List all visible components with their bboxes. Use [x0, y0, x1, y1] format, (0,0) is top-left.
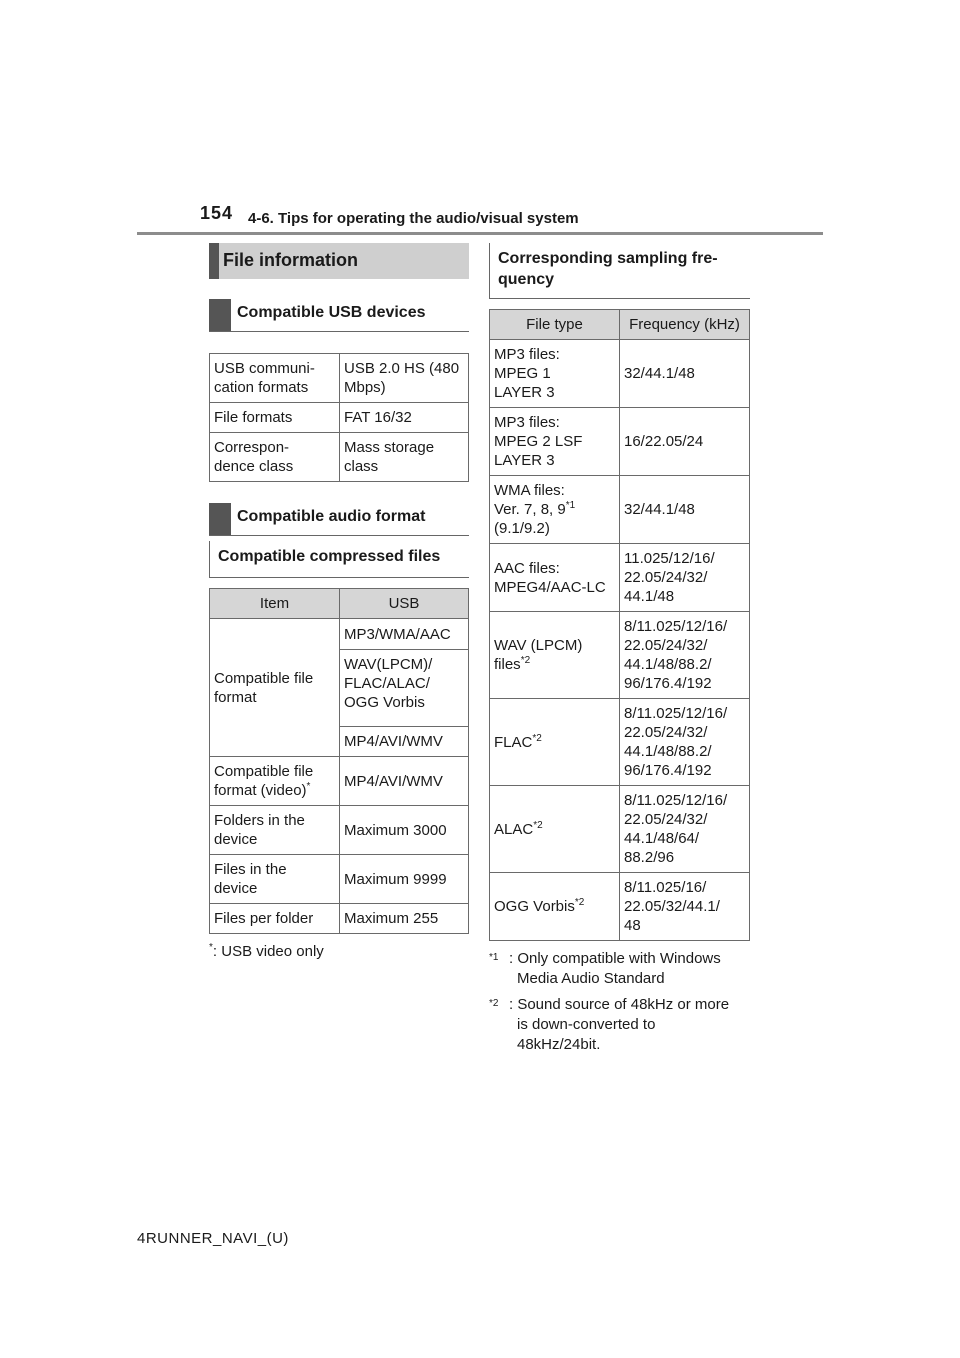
row-value: FAT 16/32 [340, 403, 469, 433]
column-header: File type [490, 310, 620, 340]
usb-devices-table [209, 353, 469, 482]
footnote-mark: *2 [532, 732, 542, 744]
file-type-cell [490, 786, 620, 873]
table-row [210, 403, 469, 433]
file-type-text: ALAC [494, 820, 534, 838]
heading-bar [209, 243, 219, 279]
compressed-files-title: Compatible compressed files [209, 541, 469, 578]
file-type-cell [490, 544, 620, 612]
heading-bar [209, 299, 231, 331]
file-info-heading [209, 243, 469, 279]
file-format-value: WAV(LPCM)/ FLAC/ALAC/ OGG Vorbis [340, 650, 469, 727]
footnotes [489, 949, 750, 1055]
file-type-text: AAC files: MPEG4/AAC-LC [494, 559, 606, 596]
table-row [210, 904, 469, 934]
files-value: Maximum 9999 [340, 855, 469, 904]
file-type-text: MP3 files: MPEG 2 LSF LAYER 3 [494, 414, 583, 469]
table-row [490, 340, 750, 408]
file-type-text: WMA files: Ver. 7, 8, 9 [494, 482, 566, 518]
footnote-text: : Sound source of 48kHz or more is down-converted to 48kHz/24bit. [509, 996, 730, 1053]
per-folder-label: Files per folder [210, 904, 340, 934]
table-row [210, 806, 469, 855]
video-format-label [210, 757, 340, 806]
table-row [210, 757, 469, 806]
frequency-cell: 32/44.1/48 [620, 340, 750, 408]
table-row [210, 619, 469, 650]
file-type-cell [490, 873, 620, 941]
usb-devices-title: Compatible USB devices [237, 304, 426, 321]
frequency-cell: 11.025/12/16/ 22.05/24/32/ 44.1/48 [620, 544, 750, 612]
table-row [490, 612, 750, 699]
section-title: 4-6. Tips for operating the audio/visual system [248, 210, 579, 227]
frequency-cell: 8/11.025/12/16/ 22.05/24/32/ 44.1/48/64/ 88.2/96 [620, 786, 750, 873]
table-row [210, 354, 469, 403]
video-mark: * [306, 781, 311, 792]
row-label: File formats [210, 403, 340, 433]
file-type-text: WAV (LPCM) files [494, 637, 583, 673]
table-row [210, 855, 469, 904]
compressed-files-table [209, 588, 469, 934]
heading-bar [209, 503, 231, 535]
row-value: Mass storage class [340, 433, 469, 482]
table-row [490, 786, 750, 873]
footnote-mark: *1 [489, 952, 499, 963]
footnote-mark: *2 [533, 819, 543, 831]
file-type-cell [490, 340, 620, 408]
files-label: Files in the device [210, 855, 340, 904]
table-row [210, 433, 469, 482]
table-header-row [210, 589, 469, 619]
per-folder-value: Maximum 255 [340, 904, 469, 934]
usb-devices-heading [209, 299, 469, 332]
table-header-row [490, 310, 750, 340]
file-format-label: Compatible file format [210, 619, 340, 757]
video-footnote [209, 942, 469, 962]
file-type-cell [490, 612, 620, 699]
sampling-frequency-table [489, 309, 750, 941]
right-column [489, 243, 750, 1055]
footnote-text: : USB video only [212, 943, 324, 960]
table-row [490, 873, 750, 941]
audio-format-title: Compatible audio format [237, 508, 426, 525]
table-row [490, 408, 750, 476]
footnote-mark: *1 [565, 500, 576, 511]
video-format-value: MP4/AVI/WMV [340, 757, 469, 806]
file-format-value: MP3/WMA/AAC [340, 619, 469, 650]
table-row [490, 544, 750, 612]
file-type-cell [490, 408, 620, 476]
file-type-text: FLAC [494, 733, 533, 751]
footnote-text: : Only compatible with Windows Media Audio Standard [509, 950, 721, 987]
file-type-text: OGG Vorbis [494, 898, 575, 915]
folders-label: Folders in the device [210, 806, 340, 855]
audio-format-heading [209, 503, 469, 536]
document-code: 4RUNNER_NAVI_(U) [137, 1230, 289, 1247]
table-row [490, 699, 750, 786]
file-type-text: MP3 files: MPEG 1 LAYER 3 [494, 346, 560, 401]
footnote-mark: *2 [574, 897, 585, 908]
row-label: USB communi- cation formats [210, 354, 340, 403]
footnote-mark: *2 [489, 998, 499, 1009]
frequency-cell: 8/11.025/12/16/ 22.05/24/32/ 44.1/48/88.2/ 96/176.4/192 [620, 612, 750, 699]
frequency-cell: 8/11.025/12/16/ 22.05/24/32/ 44.1/48/88.2/ 96/176.4/192 [620, 699, 750, 786]
file-format-value: MP4/AVI/WMV [340, 727, 469, 757]
frequency-cell: 32/44.1/48 [620, 476, 750, 544]
page-number: 154 [200, 203, 234, 223]
header-rule [137, 232, 823, 235]
footnote [489, 995, 750, 1055]
video-format-label-text: Compatible file format (video) [214, 763, 314, 799]
row-label: Correspon- dence class [210, 433, 340, 482]
file-info-title: File information [223, 250, 358, 270]
footnote [489, 949, 750, 989]
file-type-cell [490, 476, 620, 544]
file-type-tail: (9.1/9.2) [494, 520, 550, 537]
row-value: USB 2.0 HS (480 Mbps) [340, 354, 469, 403]
column-header: Item [210, 589, 340, 619]
sampling-frequency-title: Corresponding sampling fre- quency [489, 243, 750, 299]
frequency-cell: 8/11.025/16/ 22.05/32/44.1/ 48 [620, 873, 750, 941]
footnote-mark: *2 [520, 655, 531, 666]
column-header: USB [340, 589, 469, 619]
folders-value: Maximum 3000 [340, 806, 469, 855]
left-column [209, 243, 469, 962]
frequency-cell: 16/22.05/24 [620, 408, 750, 476]
footnote-mark: * [209, 942, 213, 953]
file-type-cell [490, 699, 620, 786]
column-header: Frequency (kHz) [620, 310, 750, 340]
table-row [490, 476, 750, 544]
